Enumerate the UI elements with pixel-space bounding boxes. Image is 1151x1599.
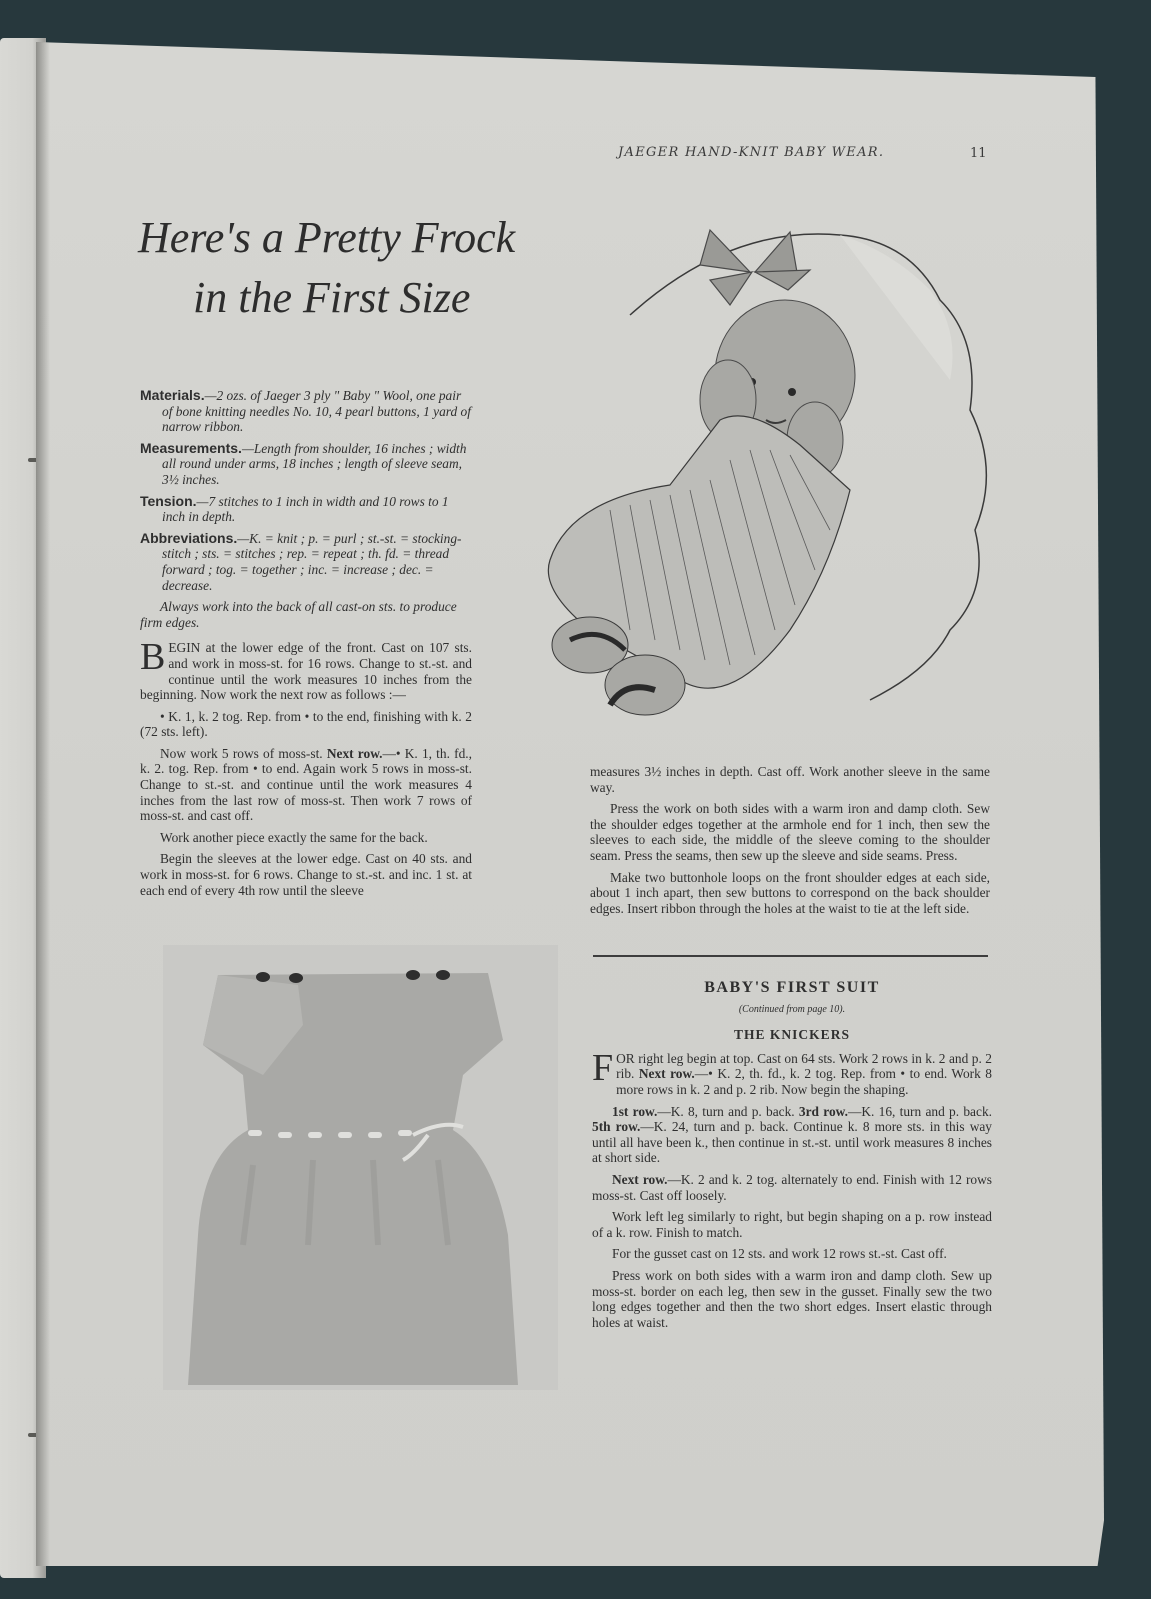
knickers-p2c: —K. 24, turn and p. back. Continue k. 8 more sts. in this way until all have been k., then continue in st.-st. until work measures 8 inches at short side. [592,1119,992,1166]
knickers-paragraph-1 [592,1046,992,1098]
knickers-paragraph-6: Press work on both sides with a warm iron and damp cloth. Sew up moss-st. border on each leg, then sew in the gusset. Finally sew the two long edges together and then the two short edges. Insert elastic through holes at waist. [592,1267,992,1330]
row-3-label: 3rd row. [798,1103,848,1119]
next-row-label: Next row. [612,1171,668,1187]
tension-label: Tension. [140,492,197,509]
knickers-p1a: OR right leg begin at top. Cast on 64 sts. Work 2 rows in k. 2 and p. 2 rib. [616,1050,992,1082]
frock-photo [163,945,558,1390]
frock-paragraph-5: Begin the sleeves at the lower edge. Cast on 40 sts. and work in moss-st. for 6 rows. Change to st.-st. and inc. 1 st. at each end of every 4th row until the sleeve [140,851,472,898]
frock-p3b: —• K. 1, th. fd., k. 2. tog. Rep. from • to end. Again work 5 rows in moss-st. Change to st.-st. and continue until the work measures 4 inches from the last row of moss-st. Then work 7 rows of moss-st. and cast off. [140,745,472,824]
materials-label: Materials. [140,387,205,403]
frock-paragraph-2: • K. 1, k. 2 tog. Rep. from • to the end, finishing with k. 2 (72 sts. left). [140,708,472,740]
continued-note: (Continued from page 10). [738,1003,846,1015]
frock-paragraph-6: measures 3½ inches in depth. Cast off. Work another sleeve in the same way. [590,764,990,795]
suit-title: BABY'S FIRST SUIT [704,979,880,996]
measurements-text: —Length from shoulder, 16 inches ; width all round under arms, 18 inches ; length of sleeve seam, 3½ inches. [162,440,467,487]
row-1-label: 1st row. [612,1103,658,1119]
tension-text: —7 stitches to 1 inch in width and 10 rows to 1 inch in depth. [162,493,449,525]
section-divider [593,955,988,957]
knickers-p2b: —K. 16, turn and p. back. [847,1103,992,1119]
title-line-2: in the First Size [193,273,471,322]
frock-paragraph-8: Make two buttonhole loops on the front shoulder edges at each side, about 1 inch apart, then sew buttons to correspond on the back shoulder edges. Insert ribbon through the holes at the waist to tie at the left side. [590,869,990,916]
measurements-label: Measurements. [140,439,242,456]
baby-illustration [530,210,1000,720]
frock-paragraph-1 [140,636,472,703]
abbreviations-label: Abbreviations. [140,529,238,546]
knitted-frock-image [163,945,558,1390]
materials-text: —2 ozs. of Jaeger 3 ply " Baby " Wool, one pair of bone knitting needles No. 10, 4 pearl buttons, 1 yard of narrow ribbon. [162,388,471,435]
knickers-paragraph-2 [592,1104,992,1166]
tension-spec [140,494,472,525]
knickers-p2a: —K. 8, turn and p. back. [657,1103,799,1119]
page-title [138,208,598,328]
frock-p1-text: EGIN at the lower edge of the front. Cast on 107 sts. and work in moss-st. for 16 rows. Change to st.-st. and continue until the work measures 10 inches from the beginning. Now work the next row as follows :— [140,640,472,703]
knickers-paragraph-3 [592,1172,992,1203]
drop-cap: F [592,1046,614,1089]
next-row-label: Next row. [638,1066,695,1082]
row-5-label: 5th row. [592,1119,641,1135]
running-head: JAEGER HAND-KNIT BABY WEAR. [618,145,885,160]
next-row-label: Next row. [326,745,383,761]
cast-on-note: Always work into the back of all cast-on sts. to produce firm edges. [140,599,457,630]
knickers-p3: —K. 2 and k. 2 tog. alternately to end. Finish with 12 rows moss-st. Cast off loosely. [592,1171,992,1203]
frock-p3a: Now work 5 rows of moss-st. [160,745,327,761]
spine-shadow [36,42,50,1566]
knickers-heading: THE KNICKERS [734,1027,850,1043]
frock-continued-column [590,764,990,922]
knickers-paragraph-4: Work left leg similarly to right, but begin shaping on a p. row instead of a k. row. Finish to match. [592,1209,992,1240]
title-line-1: Here's a Pretty Frock [138,213,516,262]
page-number: 11 [970,146,987,161]
frock-paragraph-7: Press the work on both sides with a warm iron and damp cloth. Sew the shoulder edges together at the armhole end for 1 inch, then sew the sleeves to each side, the middle of the sleeve coming to the shoulder seam. Press the seams, then sew up the sleeve and side seams. Press. [590,801,990,863]
specs-column [140,388,472,904]
knickers-paragraph-5: For the gusset cast on 12 sts. and work 12 rows st.-st. Cast off. [612,1246,947,1262]
suit-section [592,980,992,1336]
frock-paragraph-3 [140,746,472,824]
materials-spec [140,388,472,435]
abbreviations-text: —K. = knit ; p. = purl ; st.-st. = stocking-stitch ; sts. = stitches ; rep. = repeat ; th. fd. = thread forward ; tog. = together ; inc. = increase ; dec. = decrease. [162,530,462,593]
drop-cap: B [140,636,166,679]
abbreviations-spec [140,531,472,593]
measurements-spec [140,441,472,488]
frock-paragraph-4: Work another piece exactly the same for the back. [160,829,428,845]
knickers-p1b: —• K. 2, th. fd., k. 2 tog. Rep. from • to end. Work 8 more rows in k. 2 and p. 2 rib. Now begin the shaping. [616,1066,992,1097]
